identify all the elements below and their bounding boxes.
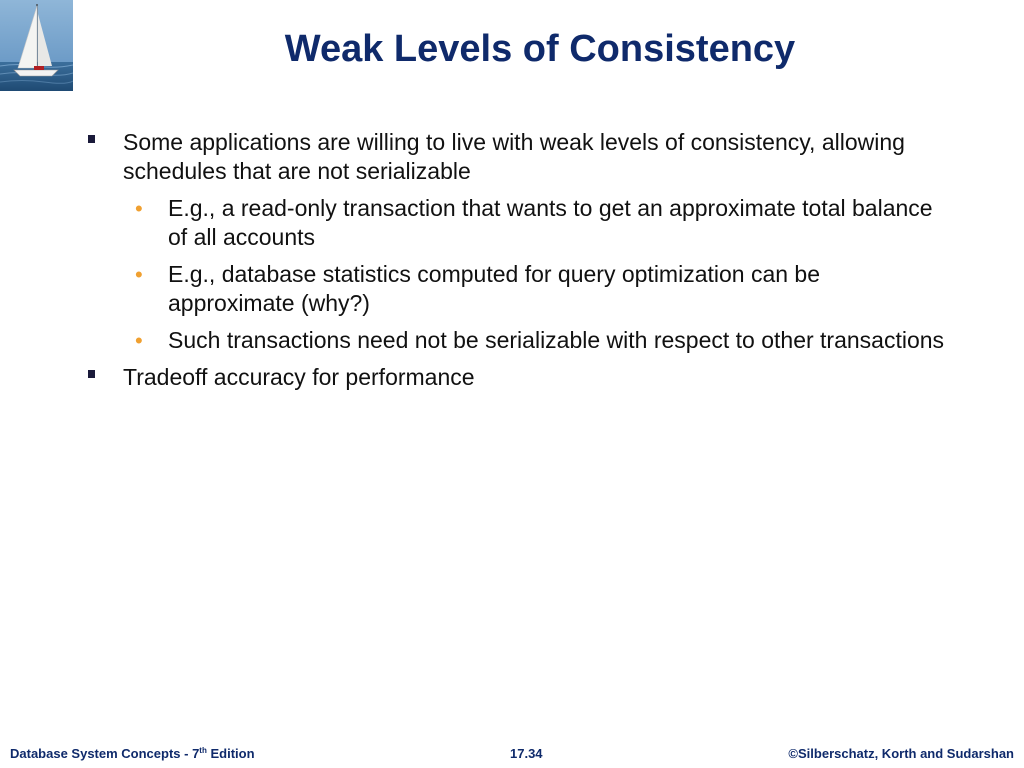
footer-copyright: ©Silberschatz, Korth and Sudarshan	[788, 746, 1014, 761]
bullet-text: Some applications are willing to live with weak levels of consistency, allowing schedules that are not serializable	[123, 129, 905, 184]
footer-slide-number: 17.34	[510, 746, 543, 761]
round-bullet-icon: •	[135, 328, 143, 353]
slide-title: Weak Levels of Consistency	[284, 28, 796, 70]
footer-book-title	[10, 746, 255, 761]
square-bullet-icon	[88, 135, 95, 143]
footer-edition-sup: th	[199, 746, 207, 755]
sub-bullet-item	[86, 326, 946, 355]
sub-bullet-text: E.g., database statistics computed for query optimization can be approximate (why?)	[168, 261, 821, 316]
square-bullet-icon	[88, 370, 95, 378]
slide-footer	[0, 746, 1024, 766]
bullet-item	[86, 128, 946, 186]
sub-bullet-text: E.g., a read-only transaction that wants to get an approximate total balance of all accounts	[168, 195, 933, 250]
sailboat-logo-icon	[0, 0, 73, 91]
sub-bullet-item	[86, 260, 946, 318]
footer-book-title-tail: Edition	[206, 746, 255, 761]
sub-bullet-text: Such transactions need not be serializable with respect to other transactions	[168, 327, 945, 353]
bullet-text: Tradeoff accuracy for performance	[123, 364, 475, 390]
round-bullet-icon: •	[135, 196, 143, 221]
sub-bullet-item	[86, 194, 946, 252]
footer-book-title-main: Database System Concepts - 7	[10, 746, 200, 761]
round-bullet-icon: •	[135, 262, 143, 287]
bullet-item	[86, 363, 946, 392]
bullet-list	[86, 128, 946, 400]
